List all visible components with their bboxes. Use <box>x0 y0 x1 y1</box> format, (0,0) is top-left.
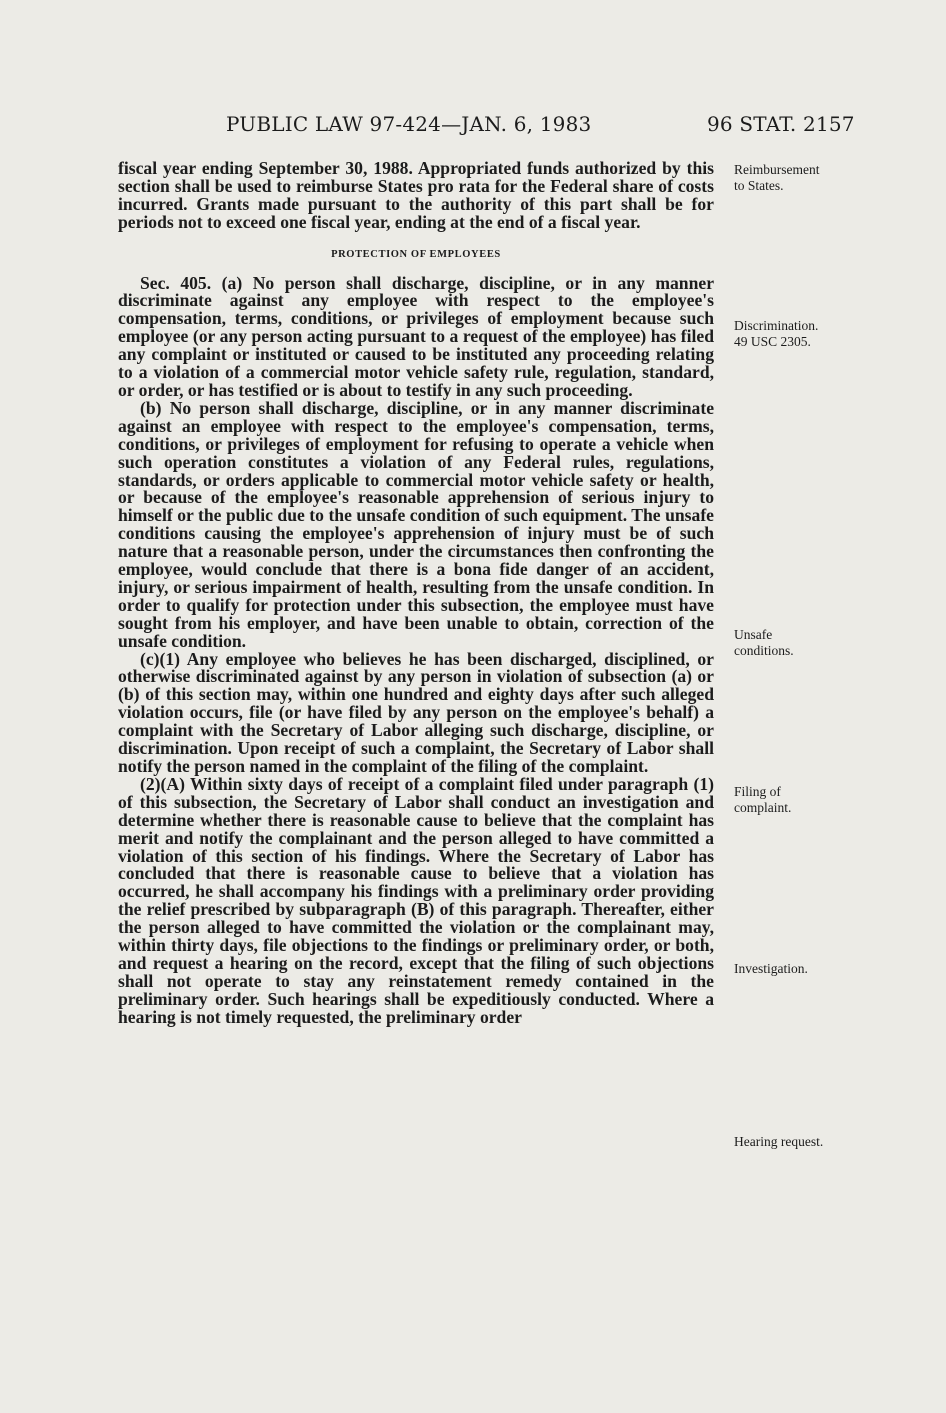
margin-note-unsafe-conditions: Unsafe conditions. <box>734 627 794 658</box>
section-heading: PROTECTION OF EMPLOYEES <box>331 248 501 260</box>
margin-note-investigation: Investigation. <box>734 961 808 976</box>
margin-note-discrimination: Discrimination. 49 USC 2305. <box>734 318 819 349</box>
body-text <box>118 160 714 1027</box>
public-law-citation: PUBLIC LAW 97-424—JAN. 6, 1983 <box>226 112 592 136</box>
margin-note-reimbursement: Reimbursement to States. <box>734 162 820 193</box>
page-header <box>0 112 946 140</box>
margin-note-hearing-request: Hearing request. <box>734 1134 824 1149</box>
paragraph-sec-405-a: Sec. 405. (a) No person shall discharge, discipline, or in any manner discriminate against any employee with respect to the employee's compensation, terms, conditions, or privileges of employment because such employee (or any person acting pursuant to a request of the employee) has filed any complaint or instituted or caused to be instituted any proceeding relating to a violation of a commercial motor vehicle safety rule, regulation, standard, or order, or has testified or is about to testify in any such proceeding. <box>118 272 714 400</box>
margin-note-filing-of-complaint: Filing of complaint. <box>734 784 792 815</box>
paragraph-sec-405-c2a: (2)(A) Within sixty days of receipt of a complaint filed under paragraph (1) of this subsection, the Secretary of Labor shall conduct an investigation and determine whether there is reasonable cause to believe that the complaint has merit and notify the complainant and the person alleged to have committed a violation of this section of his findings. Where the Secretary of Labor has concluded that there is reasonable cause to believe that a violation has occurred, he shall accompany his findings with a preliminary order providing the relief prescribed by subparagraph (B) of this paragraph. Thereafter, either the person alleged to have committed the violation or the complainant may, within thirty days, file objections to the findings or preliminary order, or both, and request a hearing on the record, except that the filing of such objections shall not operate to stay any reinstatement remedy contained in the preliminary order. Such hearings shall be expeditiously conducted. Where a hearing is not timely requested, the preliminary order <box>118 773 714 1027</box>
paragraph-sec-405-c1: (c)(1) Any employee who believes he has been discharged, disciplined, or otherwise discriminated against by any person in violation of subsection (a) or (b) of this section may, within one hundred and eighty days after such alleged violation occurs, file (or have filed by any person on the employee's behalf) a complaint with the Secretary of Labor alleging such discharge, discipline, or discrimination. Upon receipt of such a complaint, the Secretary of Labor shall notify the person named in the complaint of the filing of the complaint. <box>118 648 714 776</box>
paragraph-fiscal-year: fiscal year ending September 30, 1988. Appropriated funds authorized by this section shall be used to reimburse States pro rata for the Federal share of costs incurred. Grants made pursuant to the authority of this part shall be for periods not to exceed one fiscal year, ending at the end of a fiscal year. <box>118 158 714 232</box>
statute-page-number: 96 STAT. 2157 <box>707 112 855 136</box>
paragraph-sec-405-b: (b) No person shall discharge, discipline, or in any manner discriminate against an employee with respect to the employee's compensation, terms, conditions, or privileges of employment for refusing to operate a vehicle when such operation constitutes a violation of any Federal rules, regulations, standards, or orders applicable to commercial motor vehicle safety or health, or because of the employee's reasonable apprehension of serious injury to himself or the public due to the unsafe condition of such equipment. The unsafe conditions causing the employee's apprehension of injury must be of such nature that a reasonable person, under the circumstances then confronting the employee, would conclude that there is a bona fide danger of an accident, injury, or serious impairment of health, resulting from the unsafe condition. In order to qualify for protection under this subsection, the employee must have sought from his employer, and have been unable to obtain, correction of the unsafe condition. <box>118 397 714 651</box>
